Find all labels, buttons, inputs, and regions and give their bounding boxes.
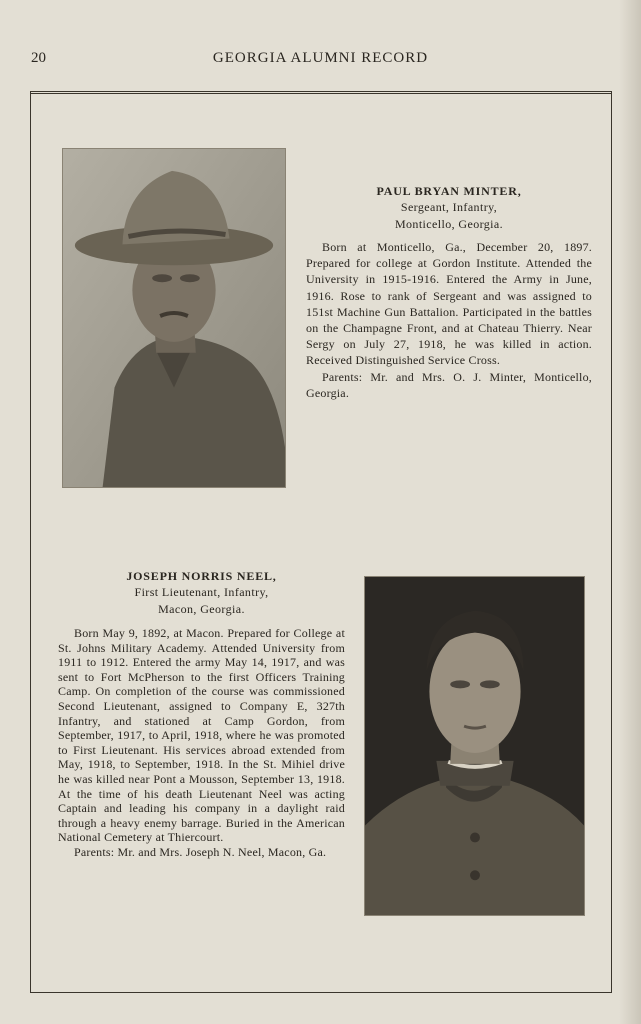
- entry-rank: Sergeant, Infantry,: [400, 200, 498, 214]
- running-title: GEORGIA ALUMNI RECORD: [212, 50, 429, 66]
- entry-parents: Parents: Mr. and Mrs. Joseph N. Neel, Macon, Ga.: [74, 844, 327, 859]
- page-number: 20: [31, 50, 46, 66]
- portrait-photo-neel: [364, 576, 585, 916]
- entry-neel: [58, 568, 345, 860]
- entry-hometown: Macon, Georgia.: [158, 602, 245, 616]
- entry-bio: Born at Monticello, Ga., December 20, 1897. Prepared for college at Gordon Institute. Attended the University in 1915-1916. Entered the Army in June, 1916. Rose to rank of Sergeant and was assigned to 151st Machine Gun Battalion. Participated in the battles on the Champagne Front, and at Chateau Thierry. Near Sergy on July 27, 1918, he was killed in action. Received Distinguished Service Cross.: [306, 240, 592, 368]
- portrait-photo-minter: [62, 148, 286, 488]
- page-edge-shadow: [619, 0, 641, 1024]
- entry-hometown: Monticello, Georgia.: [394, 217, 504, 231]
- entry-minter: [306, 183, 592, 401]
- entry-name: JOSEPH NORRIS NEEL,: [126, 569, 277, 583]
- entry-rank: First Lieutenant, Infantry,: [134, 585, 269, 599]
- entry-parents: Parents: Mr. and Mrs. O. J. Minter, Monticello, Georgia.: [306, 369, 592, 400]
- entry-name: PAUL BRYAN MINTER,: [376, 184, 522, 198]
- entry-bio: Born May 9, 1892, at Macon. Prepared for College at St. Johns Military Academy. Attended University from 1911 to 1912. Entered the army May 14, 1917, and was sent to Fort McPherson to the first Officers Training Camp. On completion of the course was commissioned Second Lieutenant, assigned to Company E, 327th Infantry, and stationed at Camp Gordon, from September, 1917, to April, 1918, where he was promoted to First Lieutenant. His services abroad extended from May, 1918, to September, 1918. In the St. Mihiel drive he was killed near Pont a Mousson, September 13, 1918. At the time of his death Lieutenant Neel was acting Captain and leading his company in a daylight raid through a heavy enemy barrage. Buried in the American National Cemetery at Thiercourt.: [58, 626, 345, 845]
